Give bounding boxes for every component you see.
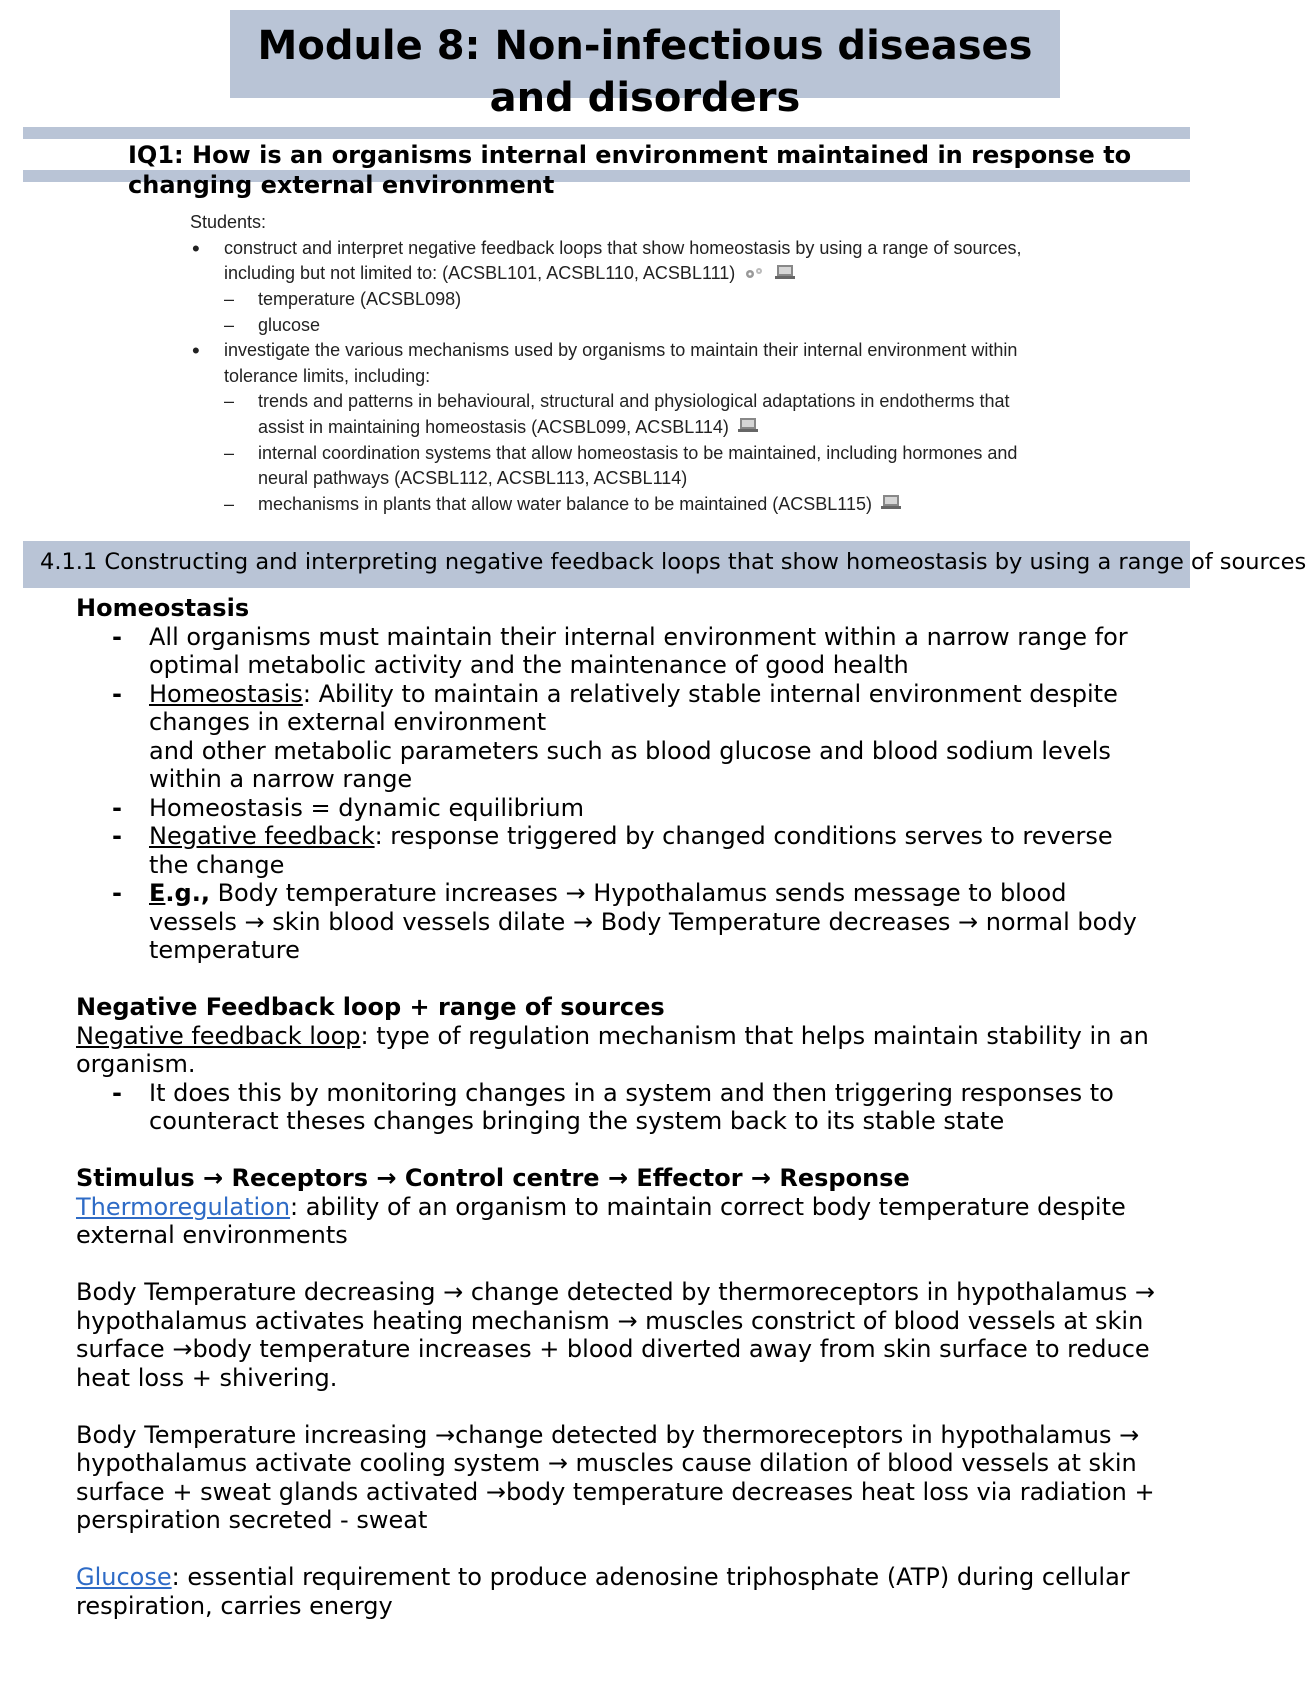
computer-icon <box>775 262 795 288</box>
gears-icon <box>744 262 766 288</box>
outcome-subitem: – internal coordination systems that allow homeostasis to be maintained, including hormones and neural pathways (ACSBL112, ACSBL113, ACSBL114) <box>224 442 1018 488</box>
nfl-definition: Negative feedback loop: type of regulation mechanism that helps maintain stability in an organism. <box>76 1021 1149 1078</box>
outcome-subitem: – mechanisms in plants that allow water balance to be maintained (ACSBL115) <box>190 492 1050 518</box>
computer-icon <box>738 415 758 441</box>
outcome-subitem: – glucose <box>224 314 321 335</box>
list-item: - It does this by monitoring changes in a system and then triggering responses to counteract theses changes bringing the system back to its stable state <box>76 1079 1156 1136</box>
outcome-subitem: – temperature (ACSBL098) <box>224 289 462 309</box>
homeostasis-list <box>76 623 1156 965</box>
outcomes-list <box>190 236 1050 518</box>
outcome-text: construct and interpret negative feedback loops that show homeostasis by using a range of sources, including but not limited to: (ACSBL101, ACSBL110, ACSBL111) <box>224 237 1022 283</box>
homeostasis-term: Homeostasis <box>149 679 303 708</box>
computer-icon <box>881 492 901 518</box>
outcome-item <box>190 338 1050 389</box>
list-item: - Homeostasis: Ability to maintain a relatively stable internal environment despite changes in external environment and other metabolic parameters such as blood glucose and blood sodium levels within a narrow range <box>76 680 1156 794</box>
list-item: - E.g., Body temperature increases → Hypothalamus sends message to blood vessels → skin blood vessels dilate → Body Temperature decreases → normal body temperature <box>76 879 1156 965</box>
outcomes-heading: Students: <box>190 212 267 232</box>
list-item: - Homeostasis = dynamic equilibrium <box>76 794 1156 823</box>
list-item: - Negative feedback: response triggered by changed conditions serves to reverse the change <box>76 822 1156 879</box>
thermoregulation-link[interactable]: Thermoregulation <box>76 1192 291 1221</box>
outcome-text: investigate the various mechanisms used by organisms to maintain their internal environment within tolerance limits, including: <box>224 340 1018 386</box>
temperature-increase-paragraph: Body Temperature increasing →change detected by thermoreceptors in hypothalamus → hypothalamus activate cooling system → muscles cause dilation of blood vessels at skin surface + sweat glands activated →body temperature decreases heat loss via radiation + perspiration secreted - sweat <box>76 1420 1155 1534</box>
glucose-definition: Glucose: essential requirement to produce adenosine triphosphate (ATP) during cellular respiration, carries energy <box>76 1563 1130 1620</box>
feedback-chain: Stimulus → Receptors → Control centre → Effector → Response <box>76 1164 910 1192</box>
inquiry-question: IQ1: How is an organisms internal environment maintained in response to changing external environment <box>103 140 1170 170</box>
nfl-list <box>76 1079 1156 1136</box>
section-heading: 4.1.1 Constructing and interpreting negative feedback loops that show homeostasis by using a range of sources <box>40 549 1306 575</box>
section-heading-bar <box>23 541 1306 588</box>
nfl-term: Negative feedback loop <box>76 1021 361 1050</box>
homeostasis-heading: Homeostasis <box>76 594 250 622</box>
thermoregulation-definition: Thermoregulation: ability of an organism to maintain correct body temperature despite external environments <box>76 1192 1126 1249</box>
nfl-heading: Negative Feedback loop + range of sources <box>76 993 665 1021</box>
page-title: Module 8: Non-infectious diseases and disorders <box>257 23 1033 121</box>
temperature-decrease-paragraph: Body Temperature decreasing → change detected by thermoreceptors in hypothalamus → hypothalamus activates heating mechanism → muscles constrict of blood vessels at skin surface →body temperature increases + blood diverted away from skin surface to reduce heat loss + shivering. <box>76 1278 1155 1392</box>
title-banner <box>230 10 1060 121</box>
syllabus-outcomes <box>190 210 1050 518</box>
inquiry-question-bar <box>23 127 1190 199</box>
iq-bar-top-stripe <box>23 127 1190 139</box>
negative-feedback-term: Negative feedback <box>149 822 375 850</box>
outcome-item <box>190 236 1050 288</box>
notes-content <box>76 594 1156 1620</box>
outcome-subitem: – trends and patterns in behavioural, structural and physiological adaptations in endotherms that assist in maintaining homeostasis (ACSBL099, ACSBL114) <box>190 389 1050 441</box>
glucose-link[interactable]: Glucose <box>76 1563 172 1591</box>
list-item: - All organisms must maintain their internal environment within a narrow range for optimal metabolic activity and the maintenance of good health <box>76 623 1156 680</box>
